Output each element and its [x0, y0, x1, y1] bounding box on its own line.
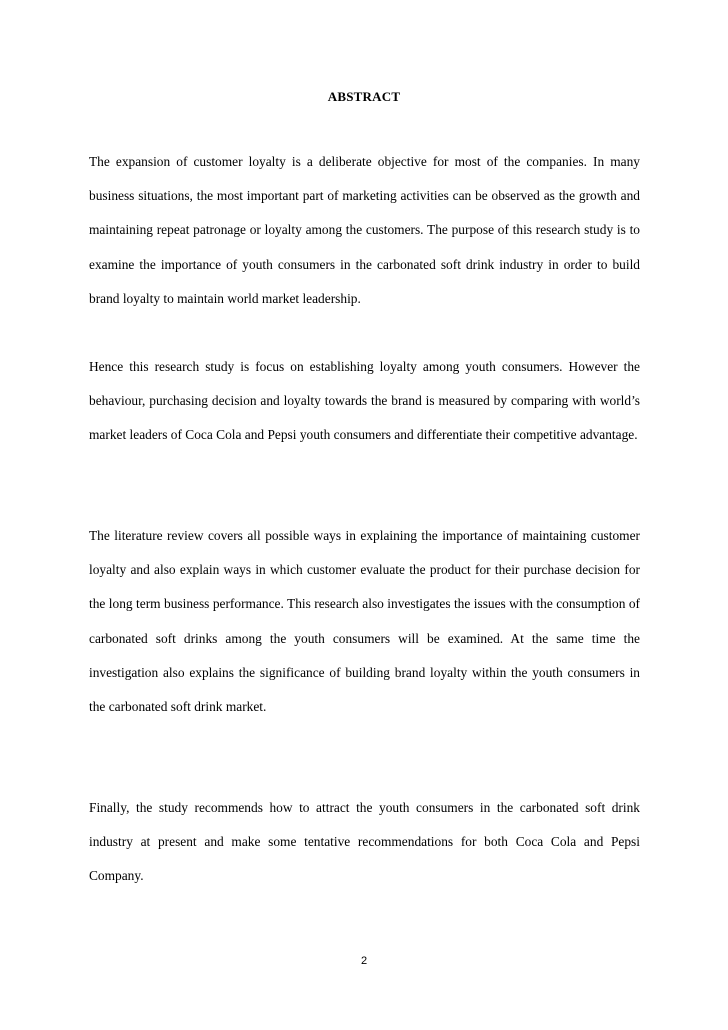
paragraph-4: Finally, the study recommends how to attract the youth consumers in the carbonated soft drink industry at present and make some tentative recommendations for both Coca Cola and Pepsi Company.: [89, 800, 640, 884]
page-title: ABSTRACT: [327, 89, 401, 104]
paragraph-3: The literature review covers all possible ways in explaining the importance of maintaining customer loyalty and also explain ways in which customer evaluate the product for their purchase decision for the long term business performance. This research also investigates the issues with the consumption of carbonated soft drinks among the youth consumers will be examined. At the same time the investigation also explains the significance of building brand loyalty within the youth consumers in the carbonated soft drink market.: [89, 528, 640, 715]
paragraph-1: The expansion of customer loyalty is a deliberate objective for most of the companies. In many business situations, the most important part of marketing activities can be observed as the growth and maintaining repeat patronage or loyalty among the customers. The purpose of this research study is to examine the importance of youth consumers in the carbonated soft drink industry in order to build brand loyalty to maintain world market leadership.: [89, 154, 640, 306]
page-number: 2: [360, 955, 368, 967]
paragraph-2: Hence this research study is focus on establishing loyalty among youth consumers. However the behaviour, purchasing decision and loyalty towards the brand is measured by comparing with world’s market leaders of Coca Cola and Pepsi youth consumers and differentiate their competitive advantage.: [89, 359, 640, 443]
